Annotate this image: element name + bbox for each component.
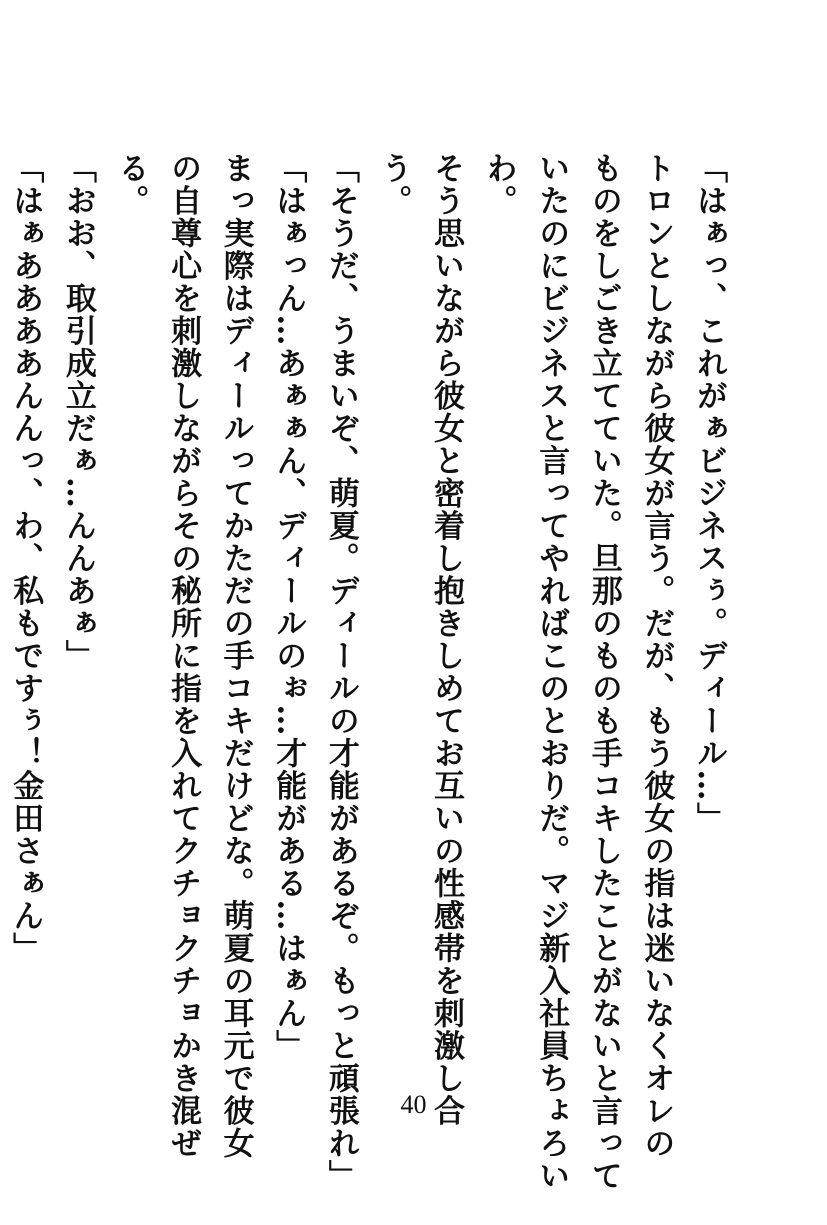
text-line-9: 「はぁっん…あぁぁん、ディールのぉ…才能がある…はぁん」: [270, 152, 307, 1062]
text-line-12: る。: [112, 152, 149, 217]
text-line-4: いたのにビジネスと言ってやればこのとおりだ。マジ新入社員ちょろい: [533, 152, 570, 1192]
text-line-2: トロンとしながら彼女が言う。だが、もう彼女の指は迷いなくオレの: [638, 152, 675, 1160]
text-line-11: の自尊心を刺激しながらその秘所に指を入れてクチョクチョかき混ぜ: [165, 152, 202, 1160]
text-line-13: 「おお、取引成立だぁ…んんあぁ」: [59, 152, 96, 672]
text-line-1: 「はぁっ、これがぁビジネスぅ。ディール…」: [691, 152, 727, 835]
text-line-8: 「そうだ、うまいぞ、萌夏。ディールの才能があるぞ。もっと頑張れ」: [322, 152, 359, 1192]
text-line-3: ものをしごき立てていた。旦那のものも手コキしたことがないと言って: [585, 152, 622, 1192]
page-number: 40: [400, 1090, 427, 1119]
text-line-5: わ。: [480, 152, 517, 217]
text-line-7: う。: [375, 152, 412, 217]
text-line-10: まっ実際はディールってかただの手コキだけどな。萌夏の耳元で彼女: [217, 152, 254, 1160]
text-line-14: 「はぁああああんんっ、わ、私もですぅ！金田さぁん」: [7, 152, 44, 965]
text-line-6: そう思いながら彼女と密着し抱きしめてお互いの性感帯を刺激し合: [428, 152, 465, 1127]
